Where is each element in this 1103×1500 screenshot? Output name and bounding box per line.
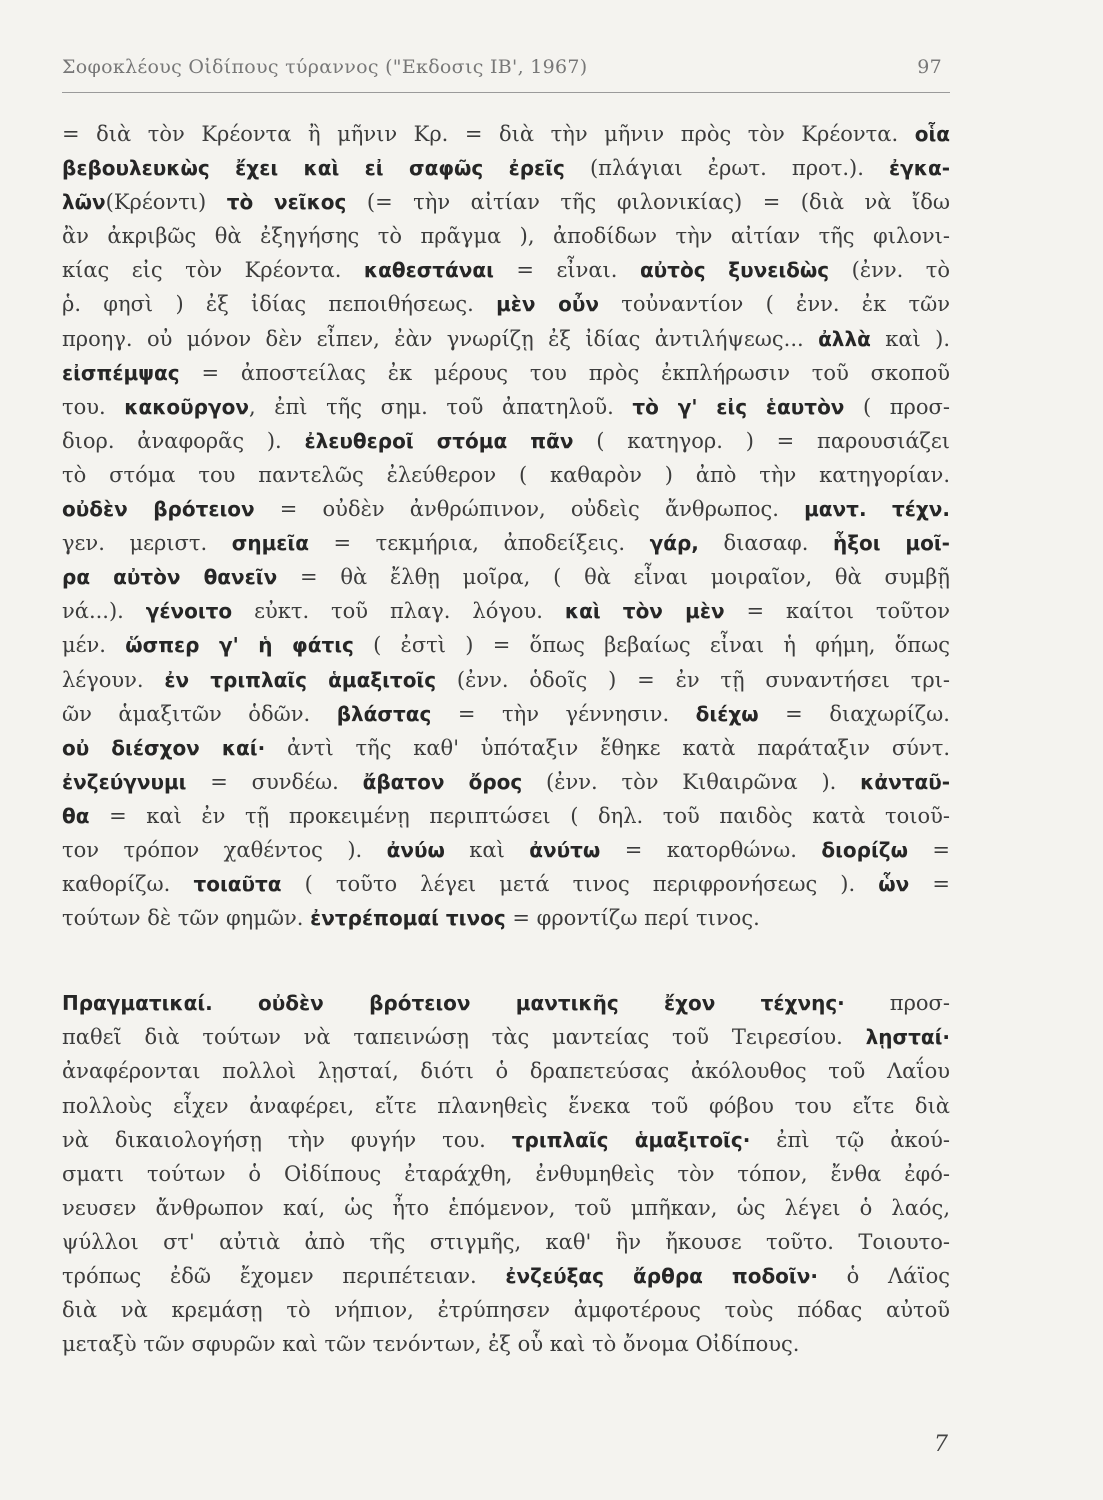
bold-lemma: οἷα (914, 122, 950, 146)
gloss-text: καὶ (444, 837, 530, 862)
bold-lemma: καθεστάναι (363, 258, 494, 283)
text-line (62, 492, 950, 526)
text-body (62, 117, 950, 1361)
text-line (62, 1259, 950, 1293)
gloss-text: ἀναφέρονται πολλοὶ λῃσταί, διότι ὁ δραπετεύσας ἀκόλουθος τοῦ Λαΐου (62, 1059, 950, 1084)
bold-lemma: τὸ γ' εἰς ἑαυτὸν (632, 394, 845, 419)
gloss-text: μέν. (62, 633, 126, 658)
text-line (62, 1123, 950, 1157)
bold-lemma: μαντ. τέχν. (804, 497, 950, 522)
gloss-text: ( τοῦτο λέγει μετά τινος περιφρονήσεως ). (281, 872, 879, 897)
gloss-text: ( ἐστὶ ) = ὅπως βεβαίως εἶναι ἡ φήμη, ὅπως (353, 633, 950, 658)
gloss-text: νὰ δικαιολογήσῃ τὴν φυγήν του. (62, 1127, 512, 1152)
text-line (62, 1225, 950, 1259)
bold-lemma: ἐνζεύγνυμι (62, 769, 187, 794)
text-line (62, 867, 950, 901)
gloss-text: τούτων δὲ τῶν φημῶν. (62, 906, 311, 931)
text-line (62, 1157, 950, 1191)
bold-lemma: διέχω (695, 701, 759, 726)
text-line (62, 151, 950, 185)
gloss-text: = συνδέω. (186, 769, 363, 794)
bold-lemma: ἐνζεύξας ἄρθρα ποδοῖν· (505, 1264, 818, 1288)
text-line (62, 219, 950, 253)
gloss-text: = καίτοι τοῦτον (724, 599, 950, 624)
text-line (62, 697, 950, 731)
text-line (62, 1191, 950, 1225)
bold-lemma: διορίζω (821, 837, 908, 862)
bold-lemma: λῃσταί· (865, 1025, 950, 1050)
gloss-text: = κατορθώνω. (600, 837, 822, 862)
text-line (62, 1327, 950, 1361)
gloss-text: = διὰ τὸν Κρέοντα ἢ μῆνιν Κρ. = διὰ τὴν μῆνιν πρὸς τὸν Κρέοντα. (62, 122, 915, 146)
text-line (62, 986, 950, 1020)
signature-mark: 7 (934, 1432, 948, 1457)
text-line (62, 1089, 950, 1123)
running-title: Σοφοκλέους Οἰδίπους τύραννος ("Εκδοσις ΙΒ', 1967) (62, 56, 588, 78)
bold-lemma: ἀλλὰ (818, 326, 871, 351)
text-line (62, 253, 950, 287)
gloss-text: (= τὴν αἰτίαν τῆς φιλονικίας) = (διὰ νὰ ἴδω (346, 190, 950, 215)
gloss-text: = τεκμήρια, ἀποδείξεις. (308, 531, 650, 556)
gloss-text: σματι τούτων ὁ Οἰδίπους ἐταράχθη, ἐνθυμηθεὶς τὸν τόπον, ἔνθα ἐφό- (62, 1161, 950, 1186)
bold-lemma: ἐν τριπλαῖς ἁμαξιτοῖς (164, 667, 437, 692)
gloss-text: ἀντὶ τῆς καθ' ὑπόταξιν ἔθηκε κατὰ παράταξιν σύντ. (265, 735, 950, 760)
text-line (62, 287, 950, 321)
text-line (62, 322, 950, 356)
text-line (62, 1293, 950, 1327)
bold-lemma: ἧξοι μοῖ- (832, 531, 950, 556)
bold-lemma: λῶν (62, 190, 106, 215)
bold-lemma: μὲν οὖν (496, 292, 599, 317)
gloss-text: = θὰ ἔλθῃ μοῖρα, ( θὰ εἶναι μοιραῖον, θὰ συμβῇ (277, 565, 950, 590)
text-line (62, 594, 950, 628)
bold-lemma: οὐδὲν βρότειον (62, 497, 255, 522)
bold-lemma: τοιαῦτα (193, 872, 282, 897)
gloss-text: πολλοὺς εἶχεν ἀναφέρει, εἴτε πλανηθεὶς ἕνεκα τοῦ φόβου του εἴτε διὰ (62, 1093, 950, 1118)
gloss-text: διορ. ἀναφορᾶς ). (62, 428, 305, 453)
text-line (62, 628, 950, 662)
gloss-text: νά...). (62, 599, 146, 624)
text-line (62, 560, 950, 594)
bold-lemma: τὸ νεῖκος (226, 190, 347, 215)
gloss-text: προσ- (844, 991, 950, 1016)
bold-lemma: τριπλαῖς ἁμαξιτοῖς· (511, 1127, 751, 1152)
gloss-text: = τὴν γέννησιν. (431, 701, 696, 726)
gloss-text: καὶ ). (870, 326, 950, 351)
section-gap (62, 935, 950, 986)
text-line (62, 1020, 950, 1054)
bold-lemma: γένοιτο (145, 599, 233, 624)
bold-lemma: Πραγματικαί. οὐδὲν βρότειον μαντικῆς ἔχον τέχνης· (62, 991, 845, 1016)
gloss-text: = (909, 872, 950, 897)
gloss-text: ῥ. φησὶ ) ἐξ ἰδίας πεποιθήσεως. (62, 292, 497, 317)
gloss-text: , ἐπὶ τῆς σημ. τοῦ ἀπατηλοῦ. (248, 394, 633, 419)
gloss-text: = καὶ ἐν τῇ προκειμένῃ περιπτώσει ( δηλ. τοῦ παιδὸς κατὰ τοιοῦ- (89, 803, 950, 828)
gloss-text: γεν. μεριστ. (62, 531, 232, 556)
gloss-text: τοὐναντίον ( ἐνν. ἐκ τῶν (598, 292, 950, 317)
page-header (62, 56, 952, 88)
bold-lemma: ἀνύτω (529, 837, 601, 862)
header-rule (62, 92, 950, 93)
text-line (62, 117, 950, 151)
gloss-text: ἐπὶ τῷ ἀκού- (750, 1127, 951, 1152)
gloss-text: διασαφ. (698, 531, 833, 556)
factual-commentary (62, 986, 950, 1361)
text-line (62, 731, 950, 765)
gloss-text: ( κατηγορ. ) = παρουσιάζει (573, 428, 950, 453)
gloss-text: ( προσ- (844, 394, 950, 419)
gloss-text: προηγ. οὐ μόνον δὲν εἶπεν, ἐὰν γνωρίζῃ ἐξ ἰδίας ἀντιλήψεως... (62, 326, 819, 351)
gloss-text: = οὐδὲν ἀνθρώπινον, οὐδεὶς ἄνθρωπος. (254, 497, 805, 522)
gloss-text: εὐκτ. τοῦ πλαγ. λόγου. (232, 599, 565, 624)
bold-lemma: γάρ, (649, 531, 699, 556)
bold-lemma: ἐγκα- (888, 156, 950, 181)
text-line (62, 765, 950, 799)
gloss-text: (Κρέοντι) (105, 190, 227, 215)
gloss-text: λέγουν. (62, 667, 165, 692)
text-line (62, 901, 950, 935)
gloss-text: (ἐνν. ὁδοῖς ) = ἐν τῇ συναντήσει τρι- (436, 667, 951, 692)
gloss-text: ἂν ἀκριβῶς θὰ ἐξηγήσης τὸ πρᾶγμα ), ἀποδίδων τὴν αἰτίαν τῆς φιλονι- (62, 224, 950, 249)
gloss-text: (ἐνν. τὸ (829, 258, 951, 283)
bold-lemma: κἀνταῦ- (860, 769, 951, 794)
gloss-text: νευσεν ἄνθρωπον καί, ὡς ἦτο ἑπόμενον, τοῦ μπῆκαν, ὡς λέγει ὁ λαός, (62, 1195, 950, 1220)
gloss-text: παθεῖ διὰ τούτων νὰ ταπεινώσῃ τὰς μαντείας τοῦ Τειρεσίου. (62, 1025, 866, 1050)
gloss-text: τον τρόπον χαθέντος ). (62, 837, 387, 862)
glossary-notes (62, 117, 950, 935)
gloss-text: καθορίζω. (62, 872, 194, 897)
gloss-text: τὸ στόμα του παντελῶς ἐλεύθερον ( καθαρὸν ) ἀπὸ τὴν κατηγορίαν. (62, 462, 950, 487)
bold-lemma: κακοῦργον (124, 394, 249, 419)
bold-lemma: ἄβατον ὄρος (362, 769, 523, 794)
text-line (62, 356, 950, 390)
text-line (62, 185, 950, 219)
bold-lemma: ἐλευθεροῖ στόμα πᾶν (304, 428, 574, 453)
text-line (62, 833, 950, 867)
gloss-text: ὁ Λάϊος (817, 1264, 950, 1288)
page-number: 97 (917, 56, 942, 78)
gloss-text: κίας εἰς τὸν Κρέοντα. (62, 258, 364, 283)
bold-lemma: καὶ τὸν μὲν (564, 599, 725, 624)
bold-lemma: εἰσπέμψας (62, 360, 180, 385)
bold-lemma: ὥσπερ γ' ἡ φάτις (125, 633, 354, 658)
gloss-text: = εἶναι. (493, 258, 640, 283)
gloss-text: μεταξὺ τῶν σφυρῶν καὶ τῶν τενόντων, ἐξ οὗ καὶ τὸ ὄνομα Οἰδίπους. (62, 1332, 800, 1357)
gloss-text: διὰ νὰ κρεμάσῃ τὸ νήπιον, ἐτρύπησεν ἀμφοτέρους τοὺς πόδας αὐτοῦ (62, 1298, 950, 1323)
gloss-text: ψύλλοι στ' αὐτιὰ ἀπὸ τῆς στιγμῆς, καθ' ἣν ἤκουσε τοῦτο. Τοιουτο- (62, 1229, 950, 1254)
gloss-text: = φροντίζω περί τινος. (505, 906, 760, 931)
gloss-text: = ἀποστείλας ἐκ μέρους του πρὸς ἐκπλήρωσιν τοῦ σκοποῦ (179, 360, 950, 385)
text-line (62, 458, 950, 492)
bold-lemma: ἀνύω (386, 837, 445, 862)
text-line (62, 526, 950, 560)
bold-lemma: ρα αὐτὸν θανεῖν (62, 565, 278, 590)
text-line (62, 1054, 950, 1088)
text-line (62, 424, 950, 458)
text-line (62, 390, 950, 424)
bold-lemma: θα (62, 803, 90, 828)
gloss-text: του. (62, 394, 125, 419)
bold-lemma: ἐντρέπομαί τινος (310, 906, 506, 931)
bold-lemma: οὐ διέσχον καί· (62, 735, 266, 760)
bold-lemma: αὐτὸς ξυνειδὼς (639, 258, 830, 283)
gloss-text: (ἐνν. τὸν Κιθαιρῶνα ). (522, 769, 861, 794)
gloss-text: (πλάγιαι ἐρωτ. προτ.). (564, 156, 889, 181)
bold-lemma: ὧν (878, 872, 910, 897)
text-line (62, 663, 950, 697)
bold-lemma: βλάστας (336, 701, 432, 726)
bold-lemma: βεβουλευκὼς ἔχει καὶ εἰ σαφῶς ἐρεῖς (62, 156, 565, 181)
gloss-text: ῶν ἁμαξιτῶν ὁδῶν. (62, 701, 337, 726)
text-line (62, 799, 950, 833)
gloss-text: = (907, 837, 950, 862)
gloss-text: = διαχωρίζω. (758, 701, 950, 726)
gloss-text: τρόπως ἐδῶ ἔχομεν περιπέτειαν. (62, 1264, 506, 1288)
bold-lemma: σημεῖα (231, 531, 309, 556)
